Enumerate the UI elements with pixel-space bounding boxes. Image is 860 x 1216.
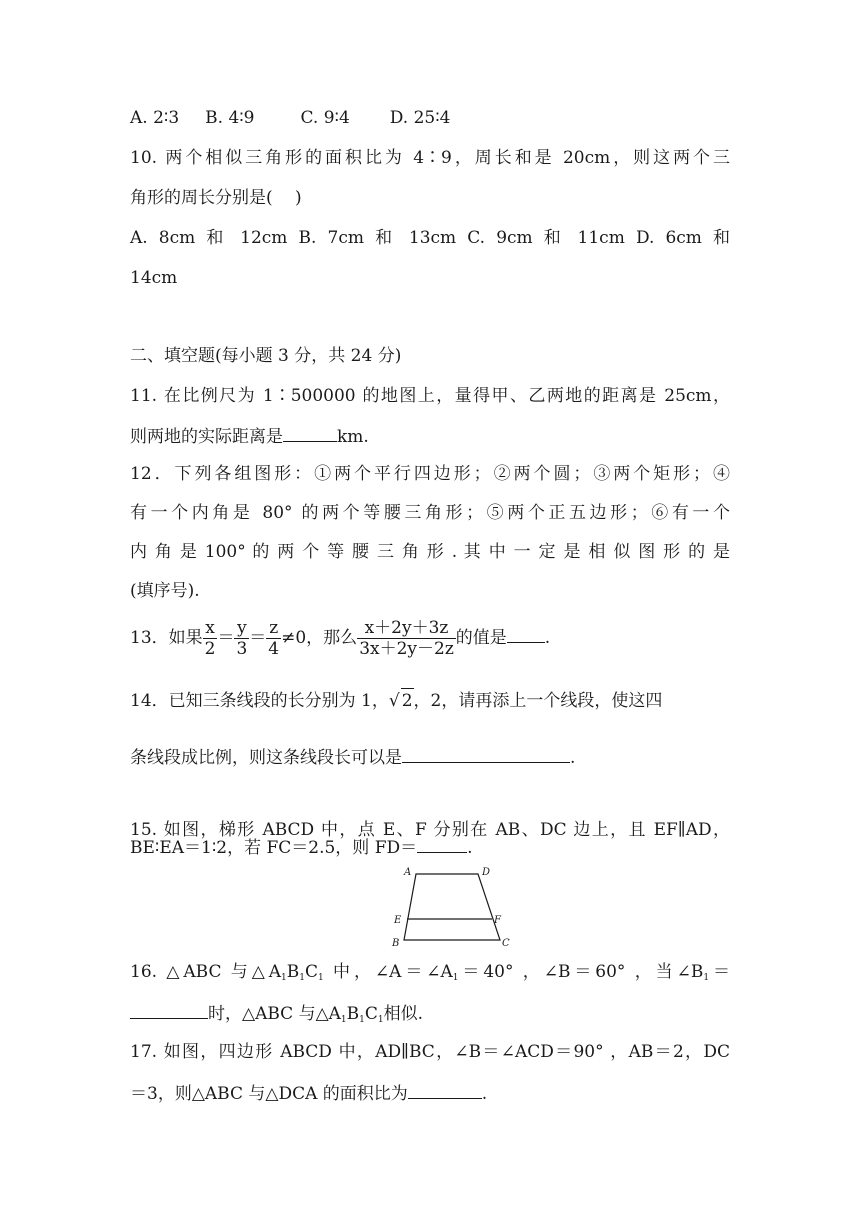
q15-answer-blank — [417, 834, 467, 853]
q9-option-b: B. 4∶9 — [205, 108, 255, 128]
q13-f1-den: 2 — [204, 639, 216, 659]
q16-sub-4: 1 — [452, 973, 459, 983]
q16-sub-3: 1 — [317, 973, 324, 983]
q14-sqrt-value: 2 — [401, 688, 414, 713]
q17-text: ＝3，则△ABC 与△DCA 的面积比为 — [130, 1084, 408, 1104]
q10-options — [130, 226, 730, 250]
q12-line1: 12．下列各组图形：①两个平行四边形；②两个圆；③两个矩形；④ — [130, 464, 730, 484]
q10-option-d: D. 6cm 和 — [635, 228, 731, 248]
q13-fraction-y-3 — [234, 618, 249, 659]
q10-line1: 10. 两个相似三角形的面积比为 4∶9，周长和是 20cm，则这两个三 — [130, 148, 730, 168]
q13-f1-num: x — [203, 618, 218, 639]
q15-line1: 15. 如图，梯形 ABCD 中，点 E、F 分别在 AB、DC 边上，且 EF∥AD， — [130, 820, 730, 840]
q16-line2-text-3: C — [364, 1004, 378, 1024]
q16-line2-sub-3: 1 — [377, 1015, 384, 1025]
q15-text: BE∶EA＝1∶2，若 FC＝2.5，则 FD＝ — [130, 838, 418, 858]
q13-eq2: ＝ — [249, 628, 267, 648]
q13-f3-den: 4 — [268, 639, 280, 659]
q11-answer-blank — [283, 423, 337, 442]
q13-fraction-z-4 — [266, 618, 281, 659]
q16-text-3: C — [304, 962, 318, 982]
q13-f4-den: 3x＋2y－2z — [359, 639, 454, 659]
q12-line3: 内 角 是 100° 的 两 个 等 腰 三 角 形 . 其 中 一 定 是 相 似 图 形 的 是 — [130, 542, 730, 562]
q16-line2-sub-2: 1 — [359, 1015, 365, 1025]
q16-sub-5: 1 — [703, 973, 710, 983]
q15-end: . — [467, 838, 473, 858]
q16-line1 — [130, 960, 730, 990]
q14-line2 — [130, 744, 575, 770]
vertex-label-d: D — [482, 867, 491, 878]
q9-options — [130, 106, 450, 130]
q13-f2-den: 3 — [236, 639, 248, 659]
q13-f2-num: y — [234, 618, 249, 639]
q10-option-c: C. 9cm 和 11cm — [467, 228, 625, 248]
q13-eq1: ＝ — [217, 628, 235, 648]
q10-option-a: A. 8cm 和 12cm — [130, 228, 288, 248]
vertex-label-b: B — [392, 938, 400, 949]
q16-line2-end: 相似. — [383, 1004, 424, 1024]
q14-line1 — [130, 688, 662, 713]
q13-f4-num: x＋2y＋3z — [357, 618, 456, 639]
vertex-label-e: E — [394, 915, 402, 926]
q17-end: . — [481, 1084, 488, 1104]
q16-text-4: 中，∠A＝∠A — [323, 962, 453, 982]
q13-prefix: 13．如果 — [130, 628, 203, 648]
q11-line2 — [130, 423, 369, 449]
q16-line2-text: 时，△ABC 与△A — [208, 1004, 341, 1024]
q10-line2: 角形的周长分别是( ) — [130, 188, 302, 208]
q16-text-1: 16. △ABC 与△A — [130, 962, 281, 982]
q14-prefix: 14．已知三条线段的长分别为 1， — [130, 691, 389, 711]
q9-option-d: D. 25∶4 — [389, 108, 451, 128]
q12-line2: 有一个内角是 80° 的两个等腰三角形；⑤两个正五边形；⑥有一个 — [130, 503, 730, 523]
q13-f3-num: z — [266, 618, 281, 639]
q16-text-2: B — [286, 962, 300, 982]
q13-neq: ≠0，那么 — [281, 628, 358, 648]
q16-sub-1: 1 — [280, 973, 287, 983]
q16-line2-text-2: B — [346, 1004, 360, 1024]
q15-line2 — [130, 834, 473, 860]
q16-answer-blank — [130, 1000, 208, 1019]
q13-fraction-x-2 — [203, 618, 218, 659]
q12-line4: (填序号). — [130, 581, 200, 601]
q13-fraction-expression — [357, 618, 456, 659]
q13 — [130, 618, 550, 659]
q16-text-6: ＝ — [709, 962, 730, 982]
section-heading: 二、填空题(每小题 3 分，共 24 分) — [130, 346, 402, 366]
q11-line1: 11. 在比例尺为 1∶500000 的地图上，量得甲、乙两地的距离是 25cm， — [130, 386, 730, 406]
trapezoid-shape — [404, 874, 500, 940]
vertex-label-c: C — [502, 938, 510, 949]
q16-sub-2: 1 — [299, 973, 305, 983]
q11-text: 则两地的实际距离是 — [130, 427, 283, 447]
q13-answer-blank — [507, 624, 545, 643]
q11-unit: km. — [337, 427, 369, 447]
q14-end: . — [570, 748, 576, 768]
q14-suffix: ，2，请再添上一个线段，使这四 — [413, 691, 663, 711]
q13-end: . — [544, 628, 551, 648]
q10-option-b: B. 7cm 和 13cm — [298, 228, 457, 248]
q16-line2-sub-1: 1 — [340, 1015, 347, 1025]
trapezoid-figure — [388, 864, 516, 950]
q9-option-c: C. 9∶4 — [300, 108, 350, 128]
vertex-label-f: F — [494, 915, 501, 926]
q9-option-a: A. 2∶3 — [130, 108, 180, 128]
vertex-label-a: A — [404, 867, 412, 878]
q14-answer-blank — [402, 744, 570, 763]
q14-line2-text: 条线段成比例，则这条线段长可以是 — [130, 748, 402, 768]
q16-line2 — [130, 1000, 423, 1032]
q17-line1: 17. 如图，四边形 ABCD 中，AD∥BC，∠B＝∠ACD＝90° ，AB＝2，DC — [130, 1042, 730, 1062]
q13-suffix: 的值是 — [455, 628, 507, 648]
q17-answer-blank — [408, 1080, 482, 1099]
sqrt-symbol: √ — [388, 691, 400, 711]
q10-option-d-overflow: 14cm — [130, 268, 178, 288]
q17-line2 — [130, 1080, 487, 1106]
q16-text-5: ＝40° ，∠B＝60° ，当∠B — [458, 962, 704, 982]
